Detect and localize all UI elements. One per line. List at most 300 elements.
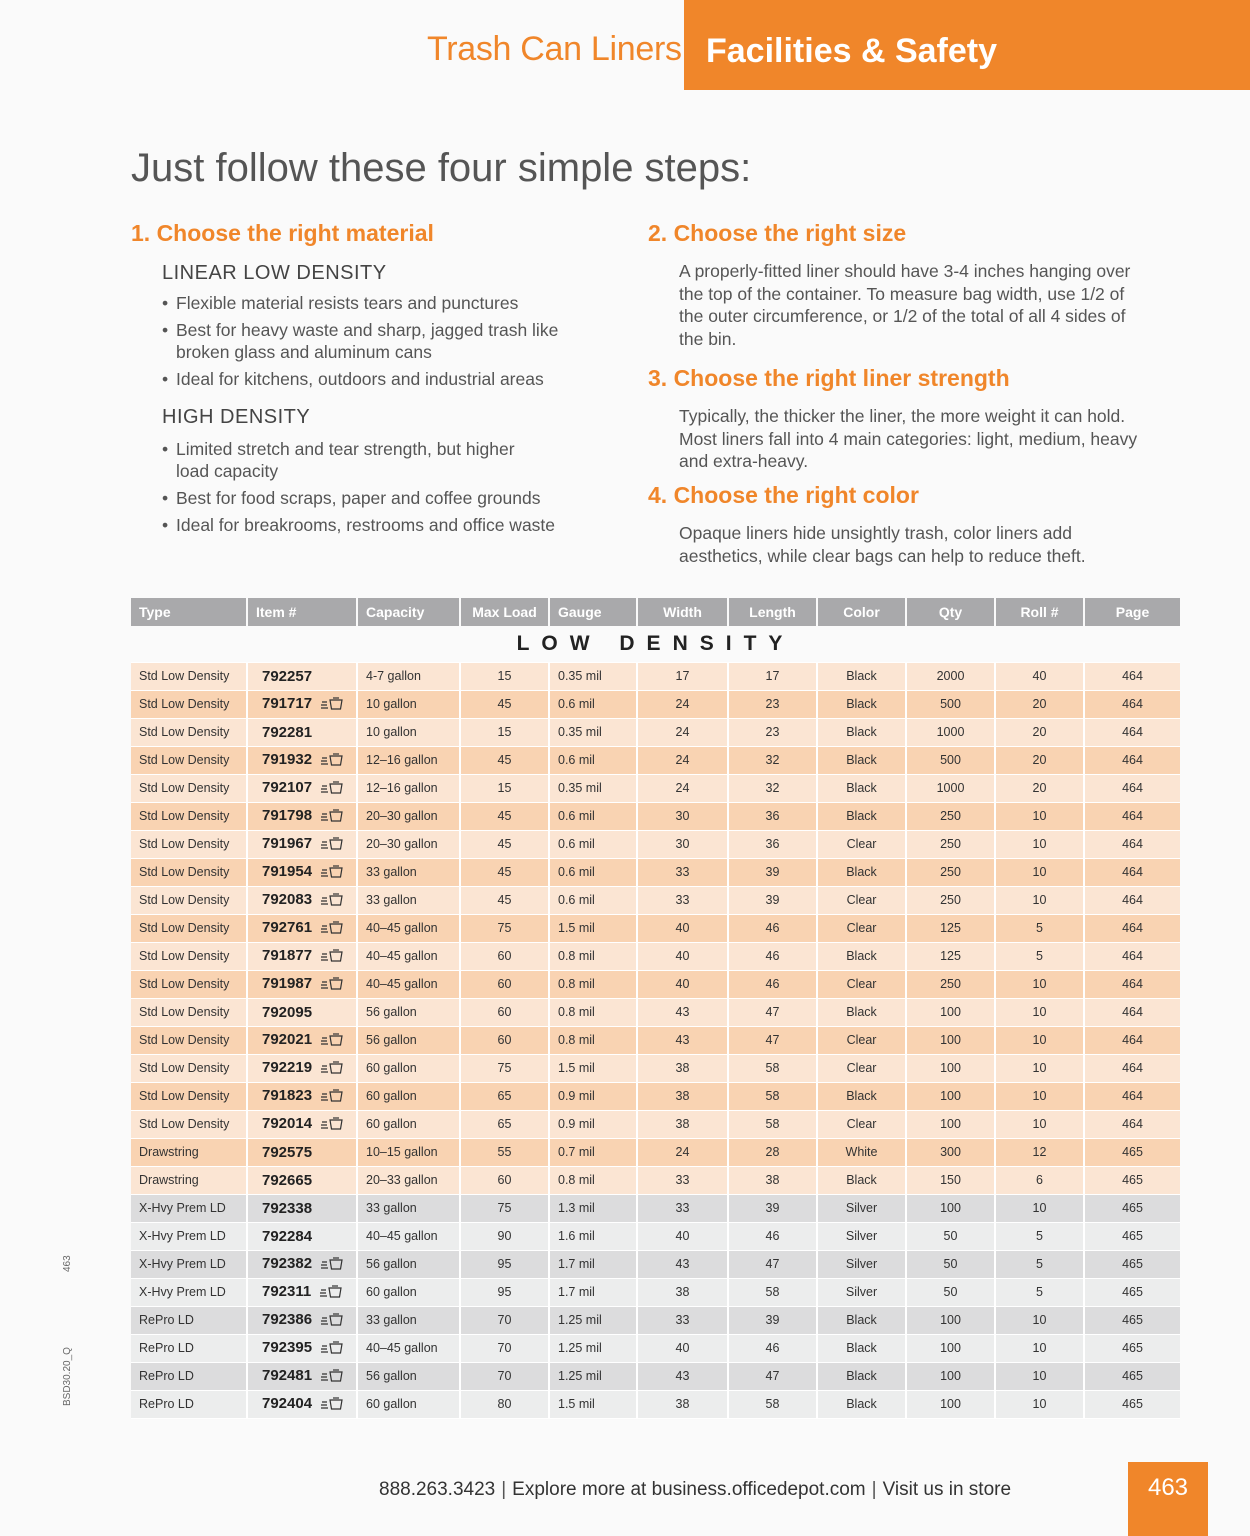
table-cell: 5 [995, 1250, 1084, 1278]
table-cell: 15 [460, 718, 549, 746]
table-cell: 250 [906, 830, 995, 858]
table-cell: 56 gallon [357, 1250, 460, 1278]
table-cell: 1.25 mil [549, 1334, 637, 1362]
table-cell: 464 [1084, 662, 1180, 690]
table-cell: 60 gallon [357, 1082, 460, 1110]
side-catalog-code: BSD30.20_Q [62, 1347, 73, 1406]
table-cell: Black [817, 802, 906, 830]
item-number: 792014 [262, 1114, 313, 1132]
table-cell: White [817, 1138, 906, 1166]
table-cell: 40–45 gallon [357, 1222, 460, 1250]
table-cell: 464 [1084, 886, 1180, 914]
table-cell: 0.6 mil [549, 746, 637, 774]
table-cell: 10 [995, 1110, 1084, 1138]
table-cell: RePro LD [131, 1334, 247, 1362]
table-cell: 10 [995, 830, 1084, 858]
table-cell [247, 1166, 357, 1194]
table-cell: 23 [728, 718, 817, 746]
table-cell: Std Low Density [131, 942, 247, 970]
band-label: LOW DENSITY [131, 626, 1180, 662]
table-cell [247, 1362, 357, 1390]
table-cell: 10–15 gallon [357, 1138, 460, 1166]
item-number: 792575 [262, 1143, 313, 1161]
table-cell: 70 [460, 1334, 549, 1362]
table-cell: 464 [1084, 1110, 1180, 1138]
col-page: Page [1084, 598, 1180, 626]
table-cell [247, 690, 357, 718]
page-number: 463 [1147, 1474, 1189, 1501]
table-cell [247, 1278, 357, 1306]
list-item: • Flexible material resists tears and punctures [162, 292, 602, 314]
table-cell [247, 1054, 357, 1082]
category-title: Facilities & Safety [706, 32, 998, 70]
table-cell: 32 [728, 746, 817, 774]
table-cell [247, 998, 357, 1026]
table-cell: 100 [906, 1082, 995, 1110]
table-cell [247, 1222, 357, 1250]
table-cell: 125 [906, 914, 995, 942]
table-cell: Black [817, 1306, 906, 1334]
list-item: • Ideal for kitchens, outdoors and industrial areas [162, 368, 602, 390]
table-cell: 43 [637, 998, 728, 1026]
recycle-bin-icon [320, 1117, 344, 1134]
table-cell: 33 [637, 1306, 728, 1334]
footer-website[interactable]: Explore more at business.officedepot.com [512, 1479, 866, 1500]
table-cell: 47 [728, 1026, 817, 1054]
table-cell: Clear [817, 1054, 906, 1082]
table-cell: 20–30 gallon [357, 802, 460, 830]
col-max-load: Max Load [460, 598, 549, 626]
table-cell: 70 [460, 1306, 549, 1334]
table-cell: Std Low Density [131, 774, 247, 802]
recycle-bin-icon [320, 1369, 344, 1386]
table-cell: Std Low Density [131, 858, 247, 886]
table-cell: 0.7 mil [549, 1138, 637, 1166]
recycle-bin-icon [320, 1257, 344, 1274]
table-cell: 4-7 gallon [357, 662, 460, 690]
table-cell: Std Low Density [131, 886, 247, 914]
table-cell: 0.35 mil [549, 774, 637, 802]
item-number: 791798 [262, 806, 313, 824]
table-cell: 5 [995, 914, 1084, 942]
list-item: • Ideal for breakrooms, restrooms and office waste [162, 514, 602, 536]
liner-table [131, 598, 1180, 1419]
table-cell: 1.25 mil [549, 1362, 637, 1390]
table-cell [247, 1082, 357, 1110]
linear-low-density-list [162, 292, 602, 395]
table-row [131, 1110, 1180, 1138]
table-cell: 55 [460, 1138, 549, 1166]
table-cell: 17 [728, 662, 817, 690]
table-cell: 39 [728, 886, 817, 914]
item-number: 792761 [262, 918, 313, 936]
table-cell: 15 [460, 662, 549, 690]
table-cell: 0.8 mil [549, 1166, 637, 1194]
table-cell [247, 886, 357, 914]
step3-text: Typically, the thicker the liner, the more weight it can hold. Most liners fall into 4 main categories: light, medium, heavy and extra-heavy. [679, 406, 1138, 471]
table-cell: 1.3 mil [549, 1194, 637, 1222]
item-number: 792257 [262, 667, 313, 685]
footer-store: Visit us in store [882, 1479, 1012, 1500]
table-cell: 0.35 mil [549, 662, 637, 690]
table-cell: 46 [728, 942, 817, 970]
table-cell: Black [817, 746, 906, 774]
table-cell: 23 [728, 690, 817, 718]
table-cell: 1.5 mil [549, 1054, 637, 1082]
table-cell: 464 [1084, 970, 1180, 998]
table-cell: 75 [460, 1194, 549, 1222]
footer-separator: | [871, 1479, 877, 1500]
item-number: 791987 [262, 974, 313, 992]
table-cell: 100 [906, 1110, 995, 1138]
table-cell: 10 [995, 1082, 1084, 1110]
table-cell: 1.5 mil [549, 914, 637, 942]
table-cell: 465 [1084, 1362, 1180, 1390]
step1-heading: 1. Choose the right material [131, 220, 434, 246]
table-cell [247, 1390, 357, 1418]
linear-low-density-title: LINEAR LOW DENSITY [162, 262, 387, 284]
table-cell: Black [817, 1082, 906, 1110]
table-cell: 43 [637, 1362, 728, 1390]
table-cell: 60 [460, 1166, 549, 1194]
recycle-bin-icon [320, 1033, 344, 1050]
table-cell: 150 [906, 1166, 995, 1194]
table-cell [247, 802, 357, 830]
recycle-bin-icon [320, 809, 344, 826]
table-cell: 10 [995, 1390, 1084, 1418]
table-cell: X-Hvy Prem LD [131, 1222, 247, 1250]
table-cell: 465 [1084, 1166, 1180, 1194]
table-cell: 17 [637, 662, 728, 690]
table-cell: Silver [817, 1222, 906, 1250]
table-header [131, 598, 1180, 626]
table-cell: 32 [728, 774, 817, 802]
recycle-bin-icon [320, 1397, 344, 1414]
item-number: 791954 [262, 862, 313, 880]
table-cell: 10 [995, 1054, 1084, 1082]
table-cell: 0.6 mil [549, 690, 637, 718]
table-cell: X-Hvy Prem LD [131, 1250, 247, 1278]
table-cell: 65 [460, 1082, 549, 1110]
table-cell: RePro LD [131, 1362, 247, 1390]
table-cell: 10 [995, 858, 1084, 886]
table-cell: 60 gallon [357, 1390, 460, 1418]
item-number: 791967 [262, 834, 313, 852]
table-cell: 464 [1084, 942, 1180, 970]
table-cell: 250 [906, 858, 995, 886]
table-cell: 46 [728, 1222, 817, 1250]
table-cell: Clear [817, 970, 906, 998]
item-number: 791932 [262, 750, 313, 768]
low-density-band [131, 626, 1180, 662]
table-cell: 33 [637, 858, 728, 886]
col-roll: Roll # [995, 598, 1084, 626]
recycle-bin-icon [320, 697, 344, 714]
col-length: Length [728, 598, 817, 626]
step4-heading: 4. Choose the right color [648, 482, 919, 508]
table-row [131, 1138, 1180, 1166]
table-row [131, 1278, 1180, 1306]
table-cell: 45 [460, 858, 549, 886]
table-cell: 20–30 gallon [357, 830, 460, 858]
col-color: Color [817, 598, 906, 626]
table-cell [247, 1306, 357, 1334]
table-row [131, 718, 1180, 746]
table-cell: 1.7 mil [549, 1250, 637, 1278]
table-cell: 10 [995, 1194, 1084, 1222]
table-cell: 40 [995, 662, 1084, 690]
table-cell: 33 gallon [357, 858, 460, 886]
table-cell [247, 1110, 357, 1138]
item-number: 792083 [262, 890, 313, 908]
table-cell: 2000 [906, 662, 995, 690]
table-cell: 100 [906, 1054, 995, 1082]
table-cell: 0.8 mil [549, 1026, 637, 1054]
table-cell: 6 [995, 1166, 1084, 1194]
table-cell: 56 gallon [357, 1026, 460, 1054]
table-cell: Black [817, 690, 906, 718]
step2-heading: 2. Choose the right size [648, 220, 907, 246]
table-cell: Clear [817, 886, 906, 914]
table-cell: Black [817, 718, 906, 746]
table-row [131, 1306, 1180, 1334]
table-cell: 58 [728, 1082, 817, 1110]
table-cell: 1.5 mil [549, 1390, 637, 1418]
table-cell: 75 [460, 1054, 549, 1082]
table-cell: Black [817, 1166, 906, 1194]
table-cell: 24 [637, 1138, 728, 1166]
item-number: 792281 [262, 723, 313, 741]
list-item: • Best for heavy waste and sharp, jagged trash like broken glass and aluminum cans [162, 319, 562, 363]
table-cell: Silver [817, 1194, 906, 1222]
table-cell: 464 [1084, 774, 1180, 802]
table-cell: 65 [460, 1110, 549, 1138]
table-cell: 38 [637, 1278, 728, 1306]
table-cell: 12–16 gallon [357, 774, 460, 802]
table-cell: Black [817, 1390, 906, 1418]
table-cell: 10 [995, 1026, 1084, 1054]
table-cell: 47 [728, 1250, 817, 1278]
table-cell: 58 [728, 1278, 817, 1306]
table-cell: 80 [460, 1390, 549, 1418]
table-cell: Black [817, 1362, 906, 1390]
table-cell [247, 1334, 357, 1362]
recycle-bin-icon [320, 1061, 344, 1078]
table-row [131, 662, 1180, 690]
side-code: 463 [62, 1255, 73, 1272]
table-cell: 464 [1084, 830, 1180, 858]
item-number: 791877 [262, 946, 313, 964]
table-cell: 43 [637, 1026, 728, 1054]
table-cell: 50 [906, 1222, 995, 1250]
recycle-bin-icon [320, 865, 344, 882]
recycle-bin-icon [320, 753, 344, 770]
footer-phone: 888.263.3423 [379, 1479, 496, 1500]
table-row [131, 1026, 1180, 1054]
table-cell: Drawstring [131, 1138, 247, 1166]
table-cell: 50 [906, 1278, 995, 1306]
table-cell: 28 [728, 1138, 817, 1166]
table-cell: 43 [637, 1250, 728, 1278]
table-cell: 60 gallon [357, 1054, 460, 1082]
table-cell: 1000 [906, 718, 995, 746]
table-cell: 40–45 gallon [357, 914, 460, 942]
table-cell: Black [817, 942, 906, 970]
table-cell [247, 830, 357, 858]
table-cell: 465 [1084, 1194, 1180, 1222]
table-cell: 46 [728, 970, 817, 998]
step2-text: A properly-fitted liner should have 3-4 inches hanging over the top of the container. To measure bag width, use 1/2 of the outer circumference, or 1/2 of the total of all 4 sides of the bin. [679, 261, 1131, 349]
table-row [131, 1334, 1180, 1362]
table-cell: 464 [1084, 1082, 1180, 1110]
table-row [131, 886, 1180, 914]
table-cell: 100 [906, 998, 995, 1026]
table-cell: 10 [995, 886, 1084, 914]
footer [379, 1479, 1011, 1501]
table-row [131, 1194, 1180, 1222]
table-cell: 70 [460, 1362, 549, 1390]
table-cell: 46 [728, 914, 817, 942]
table-cell: 100 [906, 1194, 995, 1222]
table-cell: 38 [637, 1390, 728, 1418]
table-cell: 24 [637, 746, 728, 774]
table-cell: 46 [728, 1334, 817, 1362]
table-cell: 60 gallon [357, 1110, 460, 1138]
high-density-list [162, 438, 602, 541]
table-row [131, 1166, 1180, 1194]
recycle-bin-icon [320, 893, 344, 910]
table-cell: 250 [906, 802, 995, 830]
table-cell: 58 [728, 1054, 817, 1082]
table-cell: 40 [637, 942, 728, 970]
table-cell: 33 gallon [357, 886, 460, 914]
table-cell: 0.6 mil [549, 858, 637, 886]
table-cell: 464 [1084, 718, 1180, 746]
table-cell: 0.8 mil [549, 970, 637, 998]
table-cell: 0.35 mil [549, 718, 637, 746]
table-cell [247, 662, 357, 690]
table-row [131, 1054, 1180, 1082]
table-cell: 0.9 mil [549, 1110, 637, 1138]
item-number: 792481 [262, 1366, 313, 1384]
table-cell: 36 [728, 830, 817, 858]
table-cell: 39 [728, 858, 817, 886]
table-cell: 464 [1084, 998, 1180, 1026]
table-cell: 100 [906, 1362, 995, 1390]
table-cell: 60 [460, 998, 549, 1026]
table-cell: 5 [995, 1278, 1084, 1306]
item-number: 792665 [262, 1171, 313, 1189]
table-cell: 95 [460, 1250, 549, 1278]
table-cell: 24 [637, 690, 728, 718]
table-cell: 465 [1084, 1390, 1180, 1418]
table-cell: 40–45 gallon [357, 970, 460, 998]
table-cell: Std Low Density [131, 998, 247, 1026]
high-density-title: HIGH DENSITY [162, 406, 311, 428]
table-cell: 1.25 mil [549, 1306, 637, 1334]
table-cell: Std Low Density [131, 746, 247, 774]
table-cell: Std Low Density [131, 1110, 247, 1138]
table-cell: Std Low Density [131, 914, 247, 942]
item-number: 792219 [262, 1058, 313, 1076]
table-cell [247, 1138, 357, 1166]
table-cell: RePro LD [131, 1390, 247, 1418]
table-cell: 100 [906, 1334, 995, 1362]
table-cell: 40 [637, 914, 728, 942]
table-cell: 60 gallon [357, 1278, 460, 1306]
step3-heading: 3. Choose the right liner strength [648, 365, 1010, 391]
table-cell: Std Low Density [131, 662, 247, 690]
table-cell: 465 [1084, 1334, 1180, 1362]
page-title: Just follow these four simple steps: [131, 146, 752, 190]
table-row [131, 1222, 1180, 1250]
table-cell: 10 [995, 998, 1084, 1026]
col-type: Type [131, 598, 247, 626]
item-number: 791717 [262, 694, 313, 712]
item-number: 792095 [262, 1003, 313, 1021]
item-number: 791823 [262, 1086, 313, 1104]
table-cell: 464 [1084, 802, 1180, 830]
section-title: Trash Can Liners [427, 30, 682, 68]
table-cell: 33 [637, 1166, 728, 1194]
table-cell: 10 [995, 1334, 1084, 1362]
table-cell: 33 gallon [357, 1306, 460, 1334]
table-cell: Std Low Density [131, 830, 247, 858]
table-cell: Std Low Density [131, 802, 247, 830]
table-cell: 33 [637, 1194, 728, 1222]
list-item: • Limited stretch and tear strength, but higher load capacity [162, 438, 532, 482]
table-cell: 20 [995, 746, 1084, 774]
table-cell: 20 [995, 774, 1084, 802]
table-cell: 0.8 mil [549, 998, 637, 1026]
table-cell: 0.8 mil [549, 942, 637, 970]
table-cell: Std Low Density [131, 1054, 247, 1082]
table-row [131, 1362, 1180, 1390]
table-cell: 5 [995, 942, 1084, 970]
table-cell: Clear [817, 830, 906, 858]
table-cell: 1.6 mil [549, 1222, 637, 1250]
table-cell: 465 [1084, 1250, 1180, 1278]
table-cell [247, 1194, 357, 1222]
col-capacity: Capacity [357, 598, 460, 626]
table-cell: 33 gallon [357, 1194, 460, 1222]
table-cell: 12–16 gallon [357, 746, 460, 774]
table-cell: 38 [637, 1054, 728, 1082]
table-row [131, 1250, 1180, 1278]
table-row [131, 942, 1180, 970]
table-row [131, 690, 1180, 718]
table-cell: Drawstring [131, 1166, 247, 1194]
table-row [131, 1390, 1180, 1418]
table-row [131, 998, 1180, 1026]
table-cell: 60 [460, 1026, 549, 1054]
table-cell: 58 [728, 1390, 817, 1418]
table-cell: Std Low Density [131, 718, 247, 746]
item-number: 792284 [262, 1227, 313, 1245]
table-cell: Silver [817, 1278, 906, 1306]
table-cell: Std Low Density [131, 1026, 247, 1054]
table-cell: RePro LD [131, 1306, 247, 1334]
item-number: 792382 [262, 1254, 313, 1272]
table-cell: 45 [460, 886, 549, 914]
table-cell: 125 [906, 942, 995, 970]
recycle-bin-icon [320, 977, 344, 994]
table-cell: 40 [637, 1222, 728, 1250]
table-cell: 5 [995, 1222, 1084, 1250]
col-width: Width [637, 598, 728, 626]
table-cell: 30 [637, 802, 728, 830]
step4-text: Opaque liners hide unsightly trash, color liners add aesthetics, while clear bags can help to reduce theft. [679, 523, 1086, 566]
